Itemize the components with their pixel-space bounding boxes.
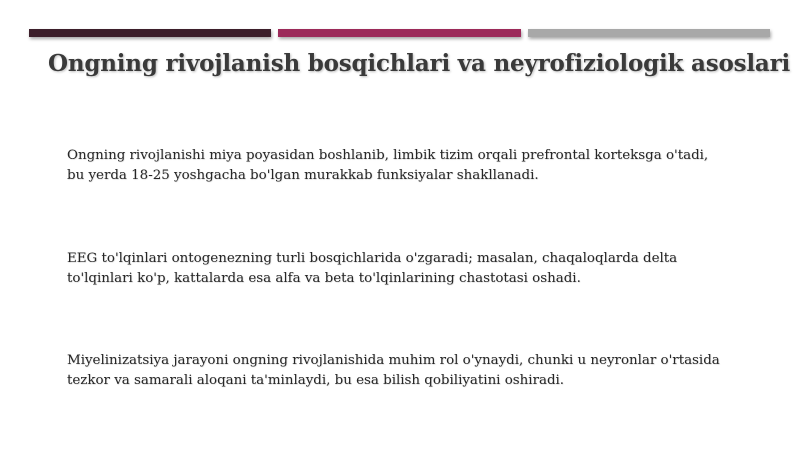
paragraph-line: Ongning rivojlanishi miya poyasidan boshlanib, limbik tizim orqali prefrontal korteksga o'tadi, bbox=[67, 148, 709, 163]
paragraph-line: Miyelinizatsiya jarayoni ongning rivojlanishida muhim rol o'ynaydi, chunki u neyronlar o'rtasida bbox=[67, 353, 720, 368]
paragraph-3 bbox=[67, 351, 767, 391]
paragraph-1 bbox=[67, 146, 767, 186]
slide-title: Ongning rivojlanish bosqichlari va neyrofiziologik asoslari bbox=[48, 50, 791, 77]
accent-bar-dark bbox=[29, 29, 271, 37]
paragraph-line: tezkor va samarali aloqani ta'minlaydi, bu esa bilish qobiliyatini oshiradi. bbox=[67, 373, 565, 388]
paragraph-2 bbox=[67, 249, 767, 289]
paragraph-line: bu yerda 18-25 yoshgacha bo'lgan murakkab funksiyalar shakllanadi. bbox=[67, 168, 539, 183]
accent-bar-gray bbox=[528, 29, 770, 37]
paragraph-line: EEG to'lqinlari ontogenezning turli bosqichlarida o'zgaradi; masalan, chaqaloqlarda delta bbox=[67, 251, 678, 266]
paragraph-line: to'lqinlari ko'p, kattalarda esa alfa va beta to'lqinlarining chastotasi oshadi. bbox=[67, 271, 581, 286]
accent-bar-magenta bbox=[278, 29, 521, 37]
